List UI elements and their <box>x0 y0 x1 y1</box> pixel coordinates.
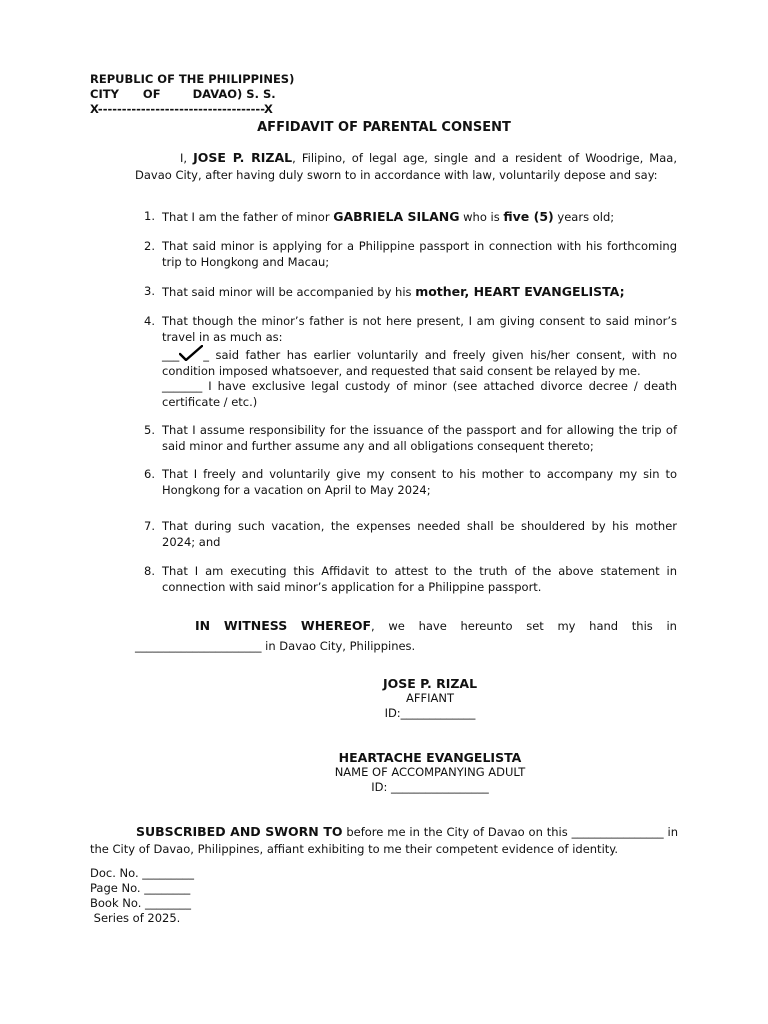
item-text: That I am executing this Affidavit to attest to the truth of the above statement in connection with said minor’s application for a Philippine passport. <box>162 564 677 594</box>
witness-word: WITNESS <box>223 618 288 633</box>
consent-option-2: _______ I have exclusive legal custody of minor (see attached divorce decree / death certificate / etc.) <box>162 379 677 409</box>
header-republic: REPUBLIC OF THE PHILIPPINES) <box>90 72 295 86</box>
companion-label: NAME OF ACCOMPANYING ADULT <box>334 765 526 779</box>
item-number: 5. <box>144 423 155 437</box>
checkmark-icon <box>179 345 203 361</box>
witness-word: this <box>631 619 653 633</box>
header-divider: X-----------------------------------X <box>90 102 273 116</box>
witness-word: hereunto <box>460 619 513 633</box>
page-no: Page No. ________ <box>90 881 191 895</box>
item-number: 7. <box>144 519 155 533</box>
item-text: That said minor is applying for a Philippine passport in connection with his forthcoming trip to Hongkong and Macau; <box>162 239 677 269</box>
item-text: who is <box>459 210 504 224</box>
book-no: Book No. ________ <box>90 896 192 910</box>
list-item <box>135 284 677 301</box>
item-text: That said minor will be accompanied by his <box>162 285 416 299</box>
item-text: That I am the father of minor <box>162 210 334 224</box>
item-number: 4. <box>144 314 155 328</box>
affiant-name: JOSE P. RIZAL <box>382 676 478 691</box>
item-text: That I assume responsibility for the issuance of the passport and for allowing the trip of said minor and further assume any and all obligations consequent thereto; <box>162 423 677 453</box>
list-item <box>135 519 677 550</box>
witness-word: in <box>666 619 677 633</box>
list-item <box>135 564 677 595</box>
consent-option-1 <box>162 345 677 379</box>
witness-word: my <box>557 619 576 633</box>
series: Series of 2025. <box>90 911 181 925</box>
witness-word: IN <box>195 618 211 633</box>
list-item <box>135 209 677 226</box>
witness-word: , <box>371 619 375 633</box>
subscribed-clause <box>90 823 678 858</box>
companion-reference: mother, HEART EVANGELISTA; <box>415 284 625 299</box>
list-item <box>135 314 677 410</box>
affiant-id: ID:_____________ <box>384 706 476 720</box>
option-text: _ said father has earlier voluntarily and freely given his/her consent, with no condition imposed whatsoever, and requested that said consent be relayed by me. <box>162 348 677 378</box>
minor-name: GABRIELA SILANG <box>333 209 460 224</box>
item-number: 2. <box>144 239 155 253</box>
item-number: 3. <box>144 284 155 298</box>
companion-block <box>0 750 768 795</box>
document-title: AFFIDAVIT OF PARENTAL CONSENT <box>257 120 511 135</box>
header-city: CITY OF DAVAO) S. S. <box>90 87 276 101</box>
doc-no: Doc. No. _________ <box>90 866 195 880</box>
intro-paragraph <box>135 149 677 184</box>
item-text: That I freely and voluntarily give my consent to his mother to accompany my sin to Hongkong for a vacation on April to May 2024; <box>162 467 677 497</box>
item-number: 1. <box>144 209 155 223</box>
item-text: That though the minor’s father is not here present, I am giving consent to said minor’s travel in as much as: <box>162 314 677 344</box>
witness-word: we <box>388 619 405 633</box>
document-header <box>90 72 294 117</box>
witness-word: WHEREOF <box>300 618 372 633</box>
minor-age: five (5) <box>503 209 554 224</box>
witness-word: have <box>418 619 447 633</box>
list-item <box>135 423 677 454</box>
list-item <box>135 467 677 498</box>
intro-prefix: I, <box>180 151 194 165</box>
subscribed-text: before me in the City of Davao on this ________________ in the City of Davao, Philippines, affiant exhibiting to me their competent evidence of identity. <box>90 825 678 856</box>
notarial-register <box>90 866 194 926</box>
item-text: That during such vacation, the expenses needed shall be shouldered by his mother 2024; and <box>162 519 677 549</box>
witness-clause <box>135 616 677 656</box>
list-item <box>135 239 677 270</box>
option-blank: ___ <box>162 348 180 362</box>
companion-name: HEARTACHE EVANGELISTA <box>338 750 522 765</box>
item-text: years old; <box>553 210 615 224</box>
affiant-label: AFFIANT <box>406 691 454 705</box>
item-number: 6. <box>144 467 155 481</box>
intro-name: JOSE P. RIZAL <box>193 150 293 165</box>
witness-word: hand <box>589 619 619 633</box>
affiant-block <box>0 676 768 721</box>
companion-id: ID: _________________ <box>371 780 489 794</box>
item-number: 8. <box>144 564 155 578</box>
witness-date-line: ______________________ in Davao City, Philippines. <box>135 639 416 653</box>
subscribed-heading: SUBSCRIBED AND SWORN TO <box>136 824 343 839</box>
witness-word: set <box>526 619 544 633</box>
intro-rest: , Filipino, of legal age, single and a resident of Woodrige, Maa, Davao City, after having duly sworn to in accordance with law, voluntarily depose and say: <box>135 151 677 182</box>
